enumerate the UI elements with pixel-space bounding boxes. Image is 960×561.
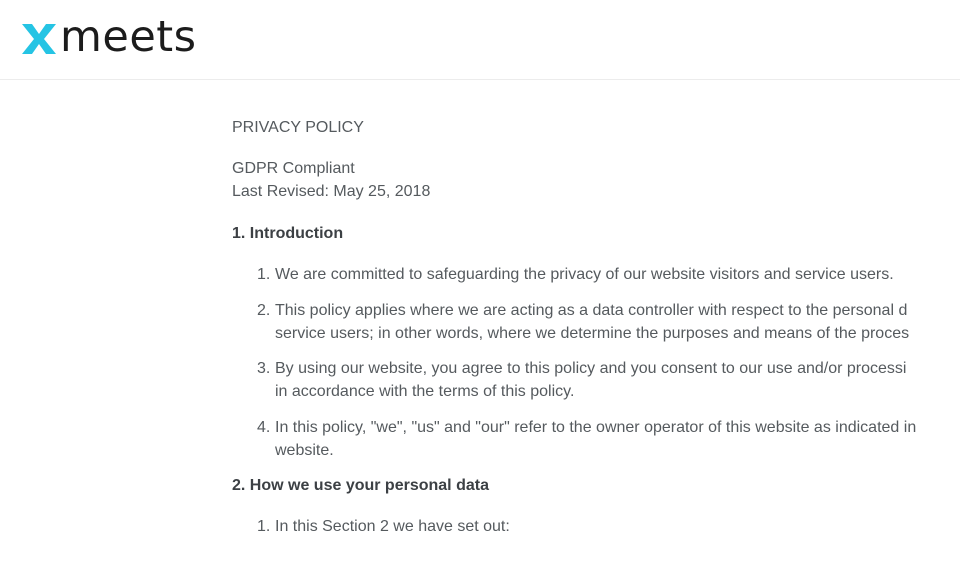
list-item-number: 1. — [257, 518, 271, 535]
list-item-number: 1. — [257, 266, 271, 283]
list-item-line: By using our website, you agree to this policy and you consent to our use and/or processi — [275, 360, 907, 377]
list-item-text — [275, 263, 894, 286]
xmeets-logo[interactable] — [20, 12, 197, 62]
logo-wordmark: meets — [60, 12, 197, 62]
list-item-line: service users; in other words, where we determine the purposes and means of the proces — [275, 325, 910, 342]
compliance-note: GDPR Compliant — [232, 160, 355, 177]
list-item-line: In this policy, "we", "us" and "our" refer to the owner operator of this website as indicated in — [275, 419, 917, 436]
privacy-policy-content — [232, 0, 960, 561]
page-title: PRIVACY POLICY — [232, 119, 364, 136]
section-heading-introduction: 1. Introduction — [232, 225, 344, 242]
list-item-line: We are committed to safeguarding the privacy of our website visitors and service users. — [275, 266, 894, 283]
list-item-line: website. — [275, 442, 334, 459]
list-item-text — [275, 299, 909, 345]
list-item-line: in accordance with the terms of this policy. — [275, 383, 575, 400]
x-logo-mark-icon — [20, 20, 58, 58]
list-item-line: In this Section 2 we have set out: — [275, 518, 510, 535]
list-item-line: This policy applies where we are acting as a data controller with respect to the personal d — [275, 302, 908, 319]
section-heading-personal-data: 2. How we use your personal data — [232, 477, 489, 494]
list-item-number: 2. — [257, 302, 271, 319]
list-item-text — [275, 515, 510, 538]
list-item-number: 4. — [257, 419, 271, 436]
list-item-number: 3. — [257, 360, 271, 377]
list-item-text — [275, 357, 906, 403]
last-revised: Last Revised: May 25, 2018 — [232, 183, 431, 200]
list-item-text — [275, 416, 916, 462]
